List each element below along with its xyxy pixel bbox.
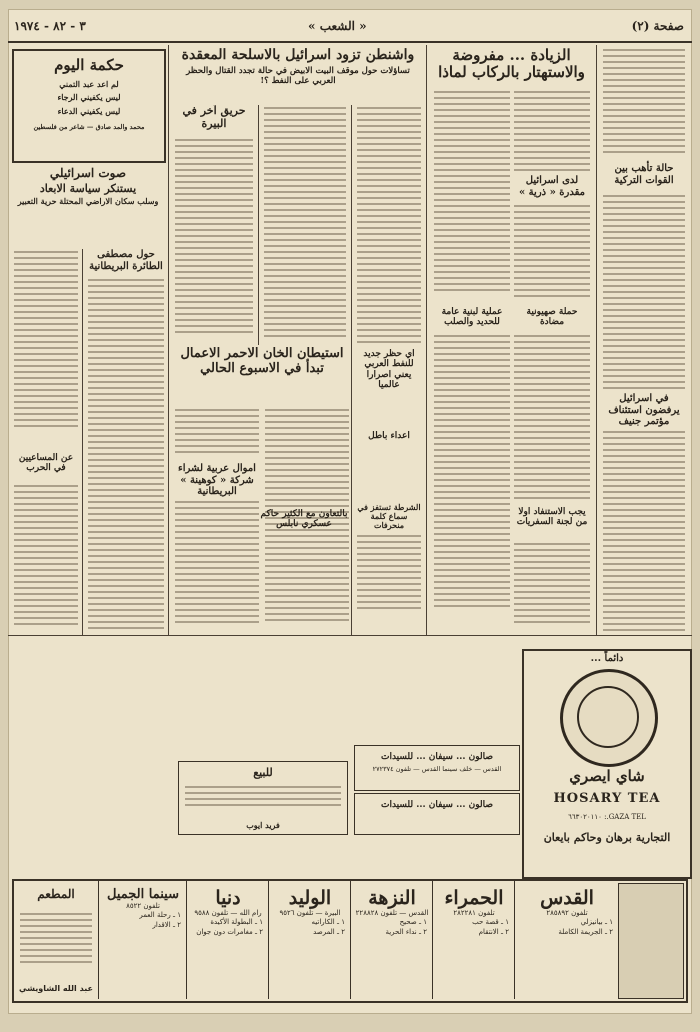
page-number: صفحة (٢) — [631, 19, 684, 33]
article-headline: بالتعاون مع الكثير حاكم عسكري نابلس — [260, 509, 348, 530]
cinema-block — [98, 881, 187, 999]
cinema-film: ٢ ـ مغامرات دون جوان — [196, 928, 263, 936]
restaurant-title: المطعم — [37, 887, 75, 901]
tea-top: دائماً ... — [590, 653, 624, 664]
cinema-loc: تلفون ٢٨٢٢٨١ — [453, 909, 495, 917]
nablus-block — [258, 509, 350, 569]
for-sale-ad — [178, 761, 348, 835]
column-right — [430, 45, 593, 635]
wisdom-title: حكمة اليوم — [54, 56, 124, 74]
article-headline: حملة صهيونية مضادة — [526, 307, 578, 328]
salon-sub: القدس — خلف سينما القدس — تلفون ٢٧٢٣٧٤ — [372, 765, 502, 773]
wisdom-line: ليس يكفيني الرجاء — [57, 92, 121, 103]
cinema-name: الحمراء — [444, 887, 504, 909]
cinema-block — [432, 881, 515, 999]
banner-subheadline: تساؤلات حول موقف البيت الابيض في حالة تجدد القتال والحظر العربي على النفط ؟! — [186, 66, 410, 86]
article-headline: اي حظر جديد للنفط العربي يعني اصرارا عالميا — [363, 349, 415, 391]
cinema-film: ١ ـ قصة حب — [472, 918, 509, 926]
tea-brand-en: HOSARY TEA — [553, 791, 661, 806]
restaurant-owner: عبد الله الشاويشي — [19, 984, 93, 993]
cinema-block — [514, 881, 619, 999]
cinema-film: ١ ـ الكاراتيه — [311, 918, 345, 926]
article-headline: حول مصطفى الطائرة البريطانية — [89, 249, 163, 272]
article-headline: حالة تأهب بين القوات التركية — [614, 163, 674, 186]
restaurant-ad — [14, 881, 98, 999]
cinema-film: ١ ـ رحلة العمر — [139, 911, 181, 919]
salon-ad-1 — [354, 745, 520, 791]
cinema-film: ١ ـ صحيح — [399, 918, 427, 926]
column-center-c — [355, 105, 423, 635]
tea-brand: شاي ايصري — [569, 767, 645, 785]
wisdom-box — [12, 49, 166, 163]
cinema-film: ١ ـ بيانيزلي — [580, 918, 613, 926]
article-headline: الشرطة تستفز في سماع كلمة منحرفات — [357, 502, 421, 531]
masthead — [8, 15, 692, 43]
salon-title: صالون ... سيفان ... للسيدات — [380, 800, 494, 810]
cinema-loc: البيرة — تلفون ٩٥٢٦ — [279, 909, 341, 917]
wisdom-line: ليس يكفيني الدعاء — [57, 105, 121, 116]
cinema-loc: تلفون ٨٥٢٢ — [126, 902, 160, 910]
cinema-loc: القدس — تلفون ٢٢٨٨٢٨ — [355, 909, 429, 917]
article-headline: استيطان الخان الاحمر الاعمال تبدأ في الاسبوع الحالي — [180, 347, 344, 376]
cinema-film: ٢ ـ الانتقام — [478, 928, 509, 936]
voice-subheadline: وسلب سكان الاراضي المحتلة حرية التعبير — [17, 196, 159, 207]
paper-name: « الشعب » — [308, 19, 367, 33]
cinema-loc: تلفون ٢٨٥٨٩٢ — [546, 909, 588, 917]
newspaper-page — [8, 9, 692, 1014]
tea-emblem-logo — [560, 669, 658, 767]
article-headline: اموال عربية لشراء شركة « كوهينة » البريطانية — [178, 463, 256, 497]
voice-headline: يستنكر سياسة الابعاد — [39, 181, 137, 195]
cinema-name: النزهة — [368, 887, 416, 909]
article-headline: عملية لبنية عامة للحديد والصلب — [441, 307, 503, 328]
article-headline: لدى اسرائيل مقدرة « ذرية » — [518, 175, 586, 198]
cinema-film: ٢ ـ الاقدار — [152, 921, 181, 929]
voice-block — [12, 167, 164, 247]
column-center-b — [262, 105, 348, 345]
salon-title: صالون ... سيفان ... للسيدات — [380, 752, 494, 762]
center-banner — [173, 45, 423, 105]
cinema-block — [186, 881, 269, 999]
cinema-listings — [12, 879, 688, 1003]
tea-phone: GAZA TEL.: ٦٦٣٠٢٠١١٠ — [568, 813, 646, 821]
cinema-name: القدس — [540, 887, 594, 909]
cinema-name: دنيا — [215, 887, 241, 909]
cinema-film: ٢ ـ نداء الحرية — [385, 928, 427, 936]
article-headline: عن المساعيين في الحرب — [18, 453, 74, 474]
banner-headline: واشنطن تزود اسرائيل بالاسلحة المعقدة — [181, 47, 415, 63]
article-headline: في اسرائيل يرفضون استئناف مؤتمر جنيف — [608, 393, 680, 427]
cinema-film: ١ ـ البطولة الأكيدة — [210, 918, 263, 926]
cinema-film: ٢ ـ الجريمة الكاملة — [558, 928, 613, 936]
column-center-a — [173, 105, 255, 345]
column-far-right — [601, 45, 687, 635]
center-headline-block — [173, 347, 351, 407]
main-headline: الزيادة ... مفروضة والاستهتار بالركاب لماذا — [438, 46, 585, 82]
cinema-loc: رام الله — تلفون ٩٥٨٨ — [194, 909, 262, 917]
column-left-a — [12, 249, 80, 635]
hosary-tea-ad — [522, 649, 692, 879]
issue-date: ٣ - ٨٢ - ١٩٧٤ — [14, 19, 86, 33]
notice-footer: فريد ايوب — [246, 820, 280, 830]
cinema-name: سينما الجميل — [107, 887, 179, 902]
article-headline: حريق آخر في البيرة — [182, 105, 246, 130]
column-left-b — [86, 249, 166, 635]
wisdom-line: لم اعد عبد التمني — [59, 79, 119, 90]
cinema-block — [268, 881, 351, 999]
wisdom-author: محمد والمد صادق — شاعر من فلسطين — [33, 122, 145, 131]
article-headline: يجب الاستنفاد اولا من لجنة السفريات — [516, 507, 588, 528]
tea-footer: التجارية برهان وحاكم بايعان — [543, 831, 671, 844]
cinema-block — [350, 881, 433, 999]
cinema-film: ٢ ـ المرصد — [313, 928, 345, 936]
notice-title: للبيع — [253, 766, 273, 779]
cinema-poster-image — [618, 883, 684, 999]
article-headline: اعداء باطل — [368, 431, 410, 441]
cinema-name: الوليد — [288, 887, 332, 909]
voice-title: صوت اسرائيلي — [49, 167, 127, 180]
salon-ad-2 — [354, 793, 520, 835]
